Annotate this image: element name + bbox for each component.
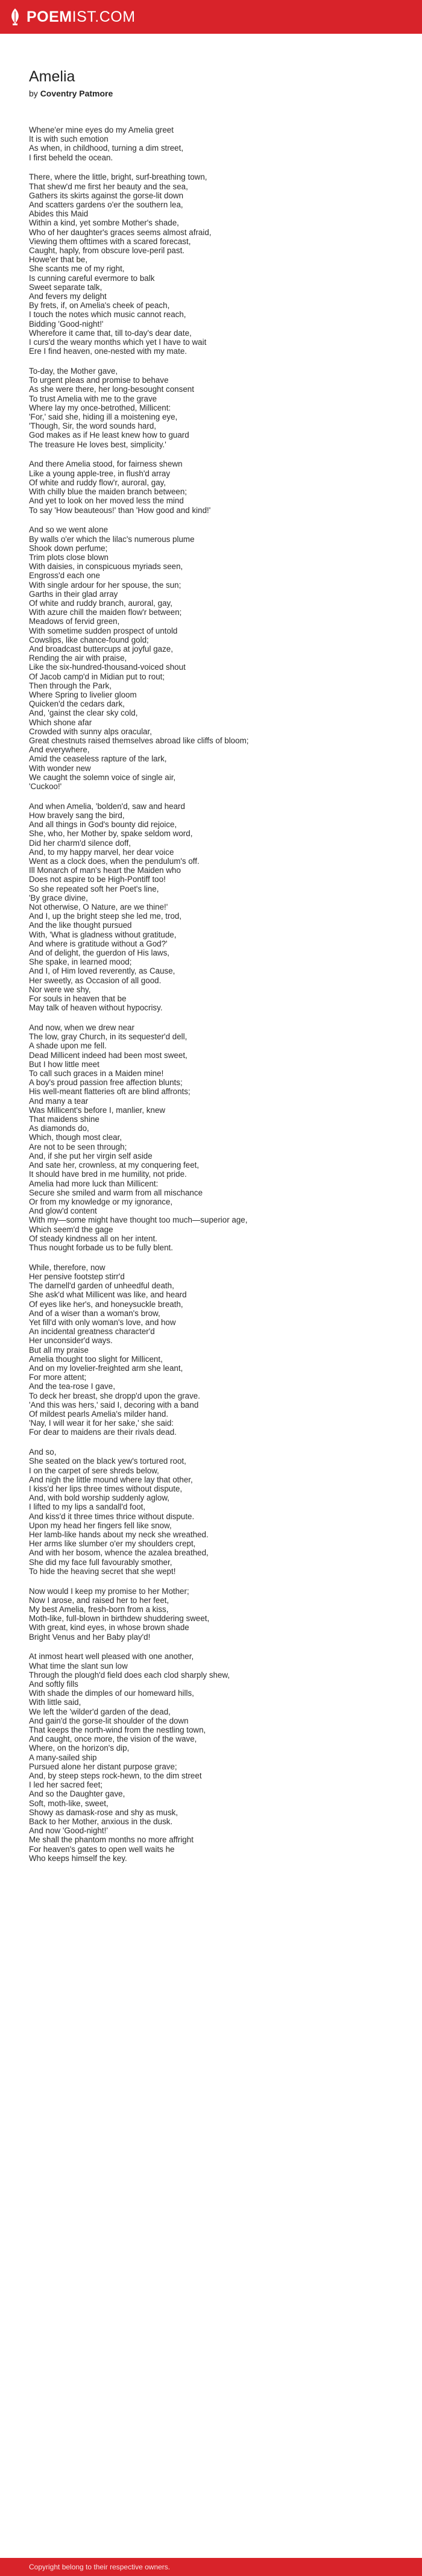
poem-line: And gain'd the gorse-lit shoulder of the down [29, 1716, 189, 1725]
poem-stanza [29, 1263, 403, 1437]
poem-line: Ere I find heaven, one-nested with my mate. [29, 347, 187, 356]
poem-line: I kiss'd her lips three times without dispute, [29, 1484, 183, 1493]
poem-line: To-day, the Mother gave, [29, 367, 118, 376]
poem-stanza [29, 172, 403, 356]
poem-line: She did my face full favourably smother, [29, 1557, 172, 1567]
poem-line: Or from my knowledge or my ignorance, [29, 1197, 173, 1206]
poem-line: Did her charm'd silence doff, [29, 838, 131, 848]
poem-line: And where is gratitude without a God?' [29, 939, 168, 948]
poem-line: And many a tear [29, 1096, 89, 1106]
poem-line: Was Millicent's before I, manlier, knew [29, 1105, 166, 1115]
poem-line: Pursued alone her distant purpose grave; [29, 1762, 177, 1771]
poem-line: Through the plough'd field does each clod sharply shew, [29, 1670, 230, 1680]
poem-line: And, with bold worship suddenly aglow, [29, 1493, 169, 1503]
poem-line: 'Nay, I will wear it for her sake,' she said: [29, 1419, 174, 1428]
poem-line: With azure chill the maiden flow'r between; [29, 608, 182, 617]
poem-line: Where lay my once-betrothed, Millicent: [29, 403, 171, 412]
by-label: by [29, 89, 38, 98]
poem-line: With my—some might have thought too much—superior age, [29, 1215, 248, 1225]
poem-line: Now I arose, and raised her to her feet, [29, 1595, 169, 1605]
poem-line: To urgent pleas and promise to behave [29, 376, 169, 385]
poem-line: Wherefore it came that, till to-day's dear date, [29, 328, 192, 338]
poem-line: At inmost heart well pleased with one another, [29, 1652, 194, 1661]
site-footer [0, 2558, 422, 2576]
poem-line: Of white and ruddy flow'r, auroral, gay, [29, 477, 166, 487]
poem-line: 'For,' said she, hiding ill a moistening eye, [29, 412, 178, 422]
poem-line: Then through the Park, [29, 681, 112, 690]
site-logo-text [27, 8, 136, 26]
poem-line: How bravely sang the bird, [29, 810, 125, 820]
poem-line: And I, up the bright steep she led me, trod, [29, 912, 182, 921]
poem-line: Bright Venus and her Baby play'd! [29, 1632, 151, 1642]
poem-line: Where Spring to livelier gloom [29, 690, 137, 699]
poem-line: Secure she smiled and warm from all mischance [29, 1188, 203, 1197]
poem-line: Her lamb-like hands about my neck she wreathed. [29, 1530, 209, 1539]
poem-line: Quicken'd the cedars dark, [29, 699, 125, 709]
poem-line: Bidding 'Good-night!' [29, 319, 104, 329]
poem-stanza [29, 459, 403, 514]
poem-line: And the tea-rose I gave, [29, 1382, 115, 1391]
poem-line: As diamonds do, [29, 1124, 89, 1133]
poem-line: Now would I keep my promise to her Mother; [29, 1586, 189, 1596]
poem-line: Abides this Maid [29, 209, 89, 219]
poem-line: And with her bosom, whence the azalea breathed, [29, 1548, 209, 1558]
poem-line: To call such graces in a Maiden mine! [29, 1069, 164, 1079]
poem-line: I curs'd the weary months which yet I have to wait [29, 338, 207, 347]
poem-line: And, to my happy marvel, her dear voice [29, 847, 174, 857]
poem-line: Howe'er that be, [29, 255, 88, 265]
poem-line: And the like thought pursued [29, 921, 132, 930]
poem-line: And nigh the little mound where lay that other, [29, 1475, 193, 1484]
poem-line: But I how little meet [29, 1059, 99, 1069]
poem-line: And of a wiser than a woman's brow, [29, 1308, 160, 1318]
poem-line: And I, of Him loved reverently, as Cause, [29, 966, 175, 976]
poem-line: Her arms like slumber o'er my shoulders crept, [29, 1539, 196, 1549]
poem-line: With wonder new [29, 763, 91, 773]
poem-line: Dead Millicent indeed had been most sweet, [29, 1050, 187, 1060]
poem-line: To hide the heaving secret that she wept! [29, 1566, 176, 1576]
poem-line: 'By grace divine, [29, 893, 88, 902]
poem-line: With chilly blue the maiden branch between; [29, 487, 187, 497]
poem-stanza [29, 1023, 403, 1252]
poem-line: Thus nought forbade us to be fully blent. [29, 1242, 173, 1252]
poem-line: And of delight, the guerdon of His laws, [29, 948, 169, 958]
poem-line: By walls o'er which the lilac's numerous plume [29, 534, 195, 544]
poem-line: 'Though, Sir, the word sounds hard, [29, 421, 156, 431]
poem-line: Me shall the phantom months no more affright [29, 1835, 194, 1845]
poem-line: Gathers its skirts against the gorse-lit down [29, 191, 184, 200]
poem-line: And sate her, crownless, at my conquering feet, [29, 1160, 200, 1170]
poem-line: With single ardour for her spouse, the sun; [29, 580, 181, 590]
poem-line: Great chestnuts raised themselves abroad like cliffs of bloom; [29, 735, 249, 745]
poem-line: God makes as if He least knew how to guard [29, 430, 189, 440]
poem-line: Went as a clock does, when the pendulum's off. [29, 857, 200, 866]
poem-line: Amelia thought too slight for Millicent, [29, 1354, 163, 1364]
poem-line: To deck her breast, she dropp'd upon the grave. [29, 1391, 200, 1400]
poem-line: To say 'How beauteous!' than 'How good and kind!' [29, 505, 211, 515]
poem-line: Caught, haply, from obscure love-peril past. [29, 246, 185, 256]
poem-line: Which, though most clear, [29, 1133, 122, 1142]
poem-line: Upon my head her fingers fell like snow, [29, 1520, 172, 1530]
poem-line: And kiss'd it three times thrice without dispute. [29, 1511, 195, 1521]
poem-line: A shade upon me fell. [29, 1041, 107, 1051]
poem-line: And glow'd content [29, 1206, 97, 1216]
poem-line: Moth-like, full-blown in birthdew shuddering sweet, [29, 1614, 210, 1623]
poem-line: A many-sailed ship [29, 1752, 97, 1762]
poem-line: And fevers my delight [29, 292, 107, 301]
poem-line: The darnell'd garden of unheedful death, [29, 1281, 174, 1291]
poem-line: And yet to look on her moved less the mind [29, 496, 184, 506]
poem-line: Whene'er mine eyes do my Amelia greet [29, 125, 174, 134]
poem-line: That maidens shine [29, 1115, 99, 1124]
poem-line: Cowslips, like chance-found gold; [29, 635, 149, 644]
poem-line: It should have bred in me humility, not pride. [29, 1170, 187, 1179]
poem-line: While, therefore, now [29, 1262, 106, 1272]
poem-line: She spake, in learned mood; [29, 957, 132, 967]
poem-line: Which seem'd the gage [29, 1224, 113, 1234]
poem-line: Back to her Mother, anxious in the dusk. [29, 1817, 173, 1827]
logo-bold-text: POEM [27, 8, 72, 25]
poem-line: Yet fill'd with only woman's love, and how [29, 1317, 176, 1327]
poem-line: For dear to maidens are their rivals dead. [29, 1428, 177, 1437]
poem-line: I touch the notes which music cannot reach, [29, 310, 186, 320]
poem-line: Not otherwise, O Nature, are we thine!' [29, 902, 168, 912]
poem-line: Viewing them ofttimes with a scared forecast, [29, 236, 191, 246]
poem-line: Her unconsider'd ways. [29, 1336, 113, 1346]
poem-line: And caught, once more, the vision of the wave, [29, 1734, 197, 1744]
poem-line: 'Cuckoo!' [29, 781, 62, 791]
poem-line: That shew'd me first her beauty and the sea, [29, 181, 188, 191]
poem-line: Where, on the horizon's dip, [29, 1743, 130, 1753]
poem-line: She scants me of my right, [29, 264, 125, 274]
poem-stanza [29, 1447, 403, 1576]
poem-line: For more attent; [29, 1373, 87, 1382]
poem-line: Are not to be seen through; [29, 1142, 127, 1151]
quill-pen-icon [8, 8, 22, 26]
poem-line: Engross'd each one [29, 571, 100, 581]
poem-line: As when, in childhood, turning a dim street, [29, 143, 184, 153]
logo-light-text: IST.COM [72, 8, 136, 25]
poem-line: Garths in their glad array [29, 589, 118, 599]
poem-line: Within a kind, yet sombre Mother's shade, [29, 218, 179, 228]
poem-line: Soft, moth-like, sweet, [29, 1798, 109, 1808]
poem-body [29, 125, 403, 1863]
poem-line: With little said, [29, 1698, 81, 1707]
copyright-text: Copyright belong to their respective owners. [29, 2563, 171, 2571]
poem-stanza [29, 802, 403, 1013]
poem-line: Which shone afar [29, 717, 92, 727]
poem-line: To trust Amelia with me to the grave [29, 394, 157, 403]
poem-line: I first beheld the ocean. [29, 153, 113, 162]
poem-line: Crowded with sunny alps oracular, [29, 726, 152, 736]
poem-stanza [29, 1652, 403, 1863]
poem-line: We left the 'wilder'd garden of the dead, [29, 1707, 171, 1716]
poem-line: She, who, her Mother by, spake seldom word, [29, 829, 193, 839]
poem-line: 'And this was hers,' said I, decoring with a band [29, 1400, 199, 1409]
poem-author[interactable]: Coventry Patmore [40, 89, 113, 98]
poem-line: With shade the dimples of our homeward hills, [29, 1689, 194, 1698]
poem-line: She seated on the black yew's tortured root, [29, 1456, 186, 1466]
poem-line: Her pensive footstep stirr'd [29, 1271, 125, 1281]
poem-line: And broadcast buttercups at joyful gaze, [29, 644, 173, 653]
poem-stanza [29, 1587, 403, 1642]
poem-line: Who of her daughter's graces seems almost afraid, [29, 227, 212, 237]
poem-line: And softly fills [29, 1680, 78, 1689]
poem-stanza [29, 367, 403, 449]
poem-line: With, 'What is gladness without gratitude, [29, 930, 177, 939]
poem-line: Who keeps himself the key. [29, 1853, 127, 1863]
poem-stanza [29, 525, 403, 791]
poem-line: Is cunning careful evermore to balk [29, 273, 155, 283]
poem-stanza [29, 125, 403, 162]
poem-line: And, 'gainst the clear sky cold, [29, 708, 138, 718]
poem-line: Trim plots close blown [29, 552, 109, 562]
poem-line: Shook down perfume; [29, 543, 108, 553]
poem-line: Amid the ceaseless rapture of the lark, [29, 754, 167, 764]
poem-line: And now 'Good-night!' [29, 1826, 108, 1836]
poem-line: I on the carpet of sere shreds below, [29, 1466, 159, 1475]
poem-line: Of mildest pearls Amelia's milder hand. [29, 1409, 169, 1419]
poem-content [29, 68, 403, 1874]
poem-byline [29, 88, 403, 99]
poem-line: Meadows of fervid green, [29, 617, 120, 626]
poem-line: By frets, if, on Amelia's cheek of peach, [29, 301, 170, 310]
poem-line: Like the six-hundred-thousand-voiced shout [29, 663, 186, 672]
poem-line: There, where the little, bright, surf-breathing town, [29, 172, 207, 182]
poem-line: An incidental greatness character'd [29, 1327, 155, 1337]
poem-line: And all things in God's bounty did rejoice, [29, 820, 177, 830]
poem-line: Amelia had more luck than Millicent: [29, 1179, 159, 1188]
poem-line: And scatters gardens o'er the southern lea, [29, 200, 183, 210]
poem-line: Of Jacob camp'd in Midian put to rout; [29, 672, 165, 681]
poem-line: Rending the air with praise, [29, 653, 127, 663]
poem-line: And everywhere, [29, 745, 90, 755]
poem-line: Like a young apple-tree, in flush'd array [29, 468, 171, 478]
poem-line: And when Amelia, 'bolden'd, saw and heard [29, 801, 185, 811]
poem-line: As she were there, her long-besought consent [29, 385, 194, 394]
poem-line: Of white and ruddy branch, auroral, gay, [29, 598, 172, 608]
poem-line: With daisies, in conspicuous myriads seen, [29, 562, 183, 572]
poem-line: With sometime sudden prospect of untold [29, 626, 178, 635]
poem-line: For heaven's gates to open well waits he [29, 1844, 175, 1854]
poem-line: The low, gray Church, in its sequester'd dell, [29, 1032, 187, 1042]
poem-line: The treasure He loves best, simplicity.' [29, 439, 166, 449]
poem-line: Her sweetly, as Occasion of all good. [29, 975, 162, 985]
poem-line: A boy's proud passion free affection blunts; [29, 1078, 183, 1088]
poem-line: And so, [29, 1447, 57, 1457]
poem-line: Does not aspire to be High-Pontiff too! [29, 875, 166, 884]
poem-line: What time the slant sun low [29, 1661, 128, 1671]
site-logo[interactable] [8, 8, 136, 26]
poem-line: Sweet separate talk, [29, 282, 102, 292]
poem-line: I led her sacred feet; [29, 1780, 103, 1790]
poem-line: And, if she put her virgin self aside [29, 1151, 153, 1160]
poem-line: We caught the solemn voice of single air, [29, 772, 176, 782]
poem-line: And on my lovelier-freighted arm she leant, [29, 1363, 183, 1373]
poem-line: And there Amelia stood, for fairness shewn [29, 459, 183, 469]
poem-line: With great, kind eyes, in whose brown shade [29, 1623, 189, 1633]
poem-line: Nor were we shy, [29, 984, 91, 994]
poem-line: And so the Daughter gave, [29, 1789, 125, 1799]
poem-line: And so we went alone [29, 525, 109, 535]
poem-line: Ill Monarch of man's heart the Maiden who [29, 866, 181, 875]
poem-line: Of steady kindness all on her intent. [29, 1233, 157, 1243]
poem-line: She ask'd what Millicent was like, and heard [29, 1290, 187, 1300]
poem-line: Of eyes like her's, and honeysuckle breath, [29, 1299, 183, 1309]
poem-line: His well-meant flatteries oft are blind affronts; [29, 1087, 191, 1097]
poem-title: Amelia [29, 68, 75, 85]
poem-line: So she repeated soft her Poet's line, [29, 884, 159, 893]
poem-line: My best Amelia, fresh-born from a kiss, [29, 1605, 169, 1614]
poem-line: I lifted to my lips a sandall'd foot, [29, 1502, 146, 1512]
poem-line: And now, when we drew near [29, 1023, 134, 1033]
poem-line: Showy as damask-rose and shy as musk, [29, 1807, 178, 1817]
poem-line: For souls in heaven that be [29, 994, 127, 1004]
site-header [0, 0, 422, 34]
poem-line: It is with such emotion [29, 134, 109, 144]
poem-line: That keeps the north-wind from the nestling town, [29, 1725, 206, 1735]
poem-line: May talk of heaven without hypocrisy. [29, 1003, 163, 1013]
poem-line: But all my praise [29, 1345, 89, 1355]
poem-line: And, by steep steps rock-hewn, to the dim street [29, 1771, 202, 1781]
